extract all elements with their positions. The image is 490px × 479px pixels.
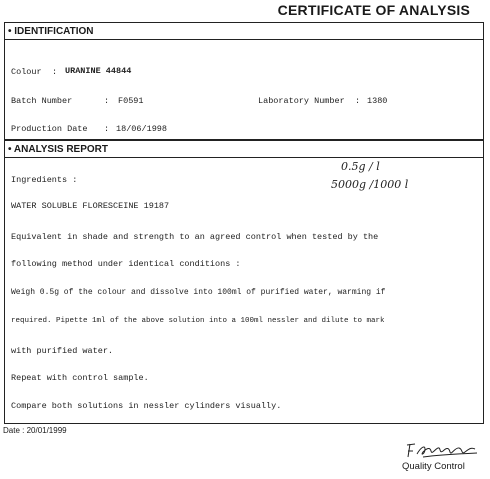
production-date-separator: : <box>104 124 110 134</box>
method-line-7: Compare both solutions in nessler cylinders visually. <box>11 401 282 411</box>
batch-number-separator: : <box>104 96 110 106</box>
production-date-value: 18/06/1998 <box>116 124 168 134</box>
method-line-3: Weigh 0.5g of the colour and dissolve into 100ml of purified water, warming if <box>11 288 386 297</box>
ingredient-name: WATER SOLUBLE FLORESCEINE 19187 <box>11 201 170 211</box>
method-line-6: Repeat with control sample. <box>11 373 149 383</box>
method-line-2: following method under identical conditions : <box>11 259 241 269</box>
laboratory-number-label: Laboratory Number <box>258 96 345 106</box>
method-line-5: with purified water. <box>11 346 114 356</box>
method-line-4: required. Pipette 1ml of the above solution into a 100ml nessler and dilute to mark <box>11 317 385 325</box>
identification-section <box>4 22 484 140</box>
handwritten-concentration: 0.5g / l <box>341 160 380 173</box>
signature-scribble <box>403 439 481 463</box>
page-title: CERTIFICATE OF ANALYSIS <box>277 2 470 18</box>
issue-date: Date : 20/01/1999 <box>3 426 67 435</box>
colour-label: Colour <box>11 67 42 77</box>
identification-header: • IDENTIFICATION <box>5 23 483 40</box>
laboratory-number-value: 1380 <box>367 96 388 106</box>
quality-control-label: Quality Control <box>402 461 465 472</box>
colour-value: URANINE 44844 <box>65 66 132 76</box>
method-line-1: Equivalent in shade and strength to an agreed control when tested by the <box>11 232 379 242</box>
production-date-label: Production Date <box>11 124 88 134</box>
laboratory-number-separator: : <box>355 96 361 106</box>
colour-separator: : <box>52 67 58 77</box>
batch-number-value: F0591 <box>118 96 144 106</box>
analysis-report-header: • ANALYSIS REPORT <box>5 141 483 158</box>
batch-number-label: Batch Number <box>11 96 73 106</box>
ingredients-label: Ingredients : <box>11 175 78 185</box>
handwritten-quantity: 5000g /1000 l <box>331 178 409 191</box>
